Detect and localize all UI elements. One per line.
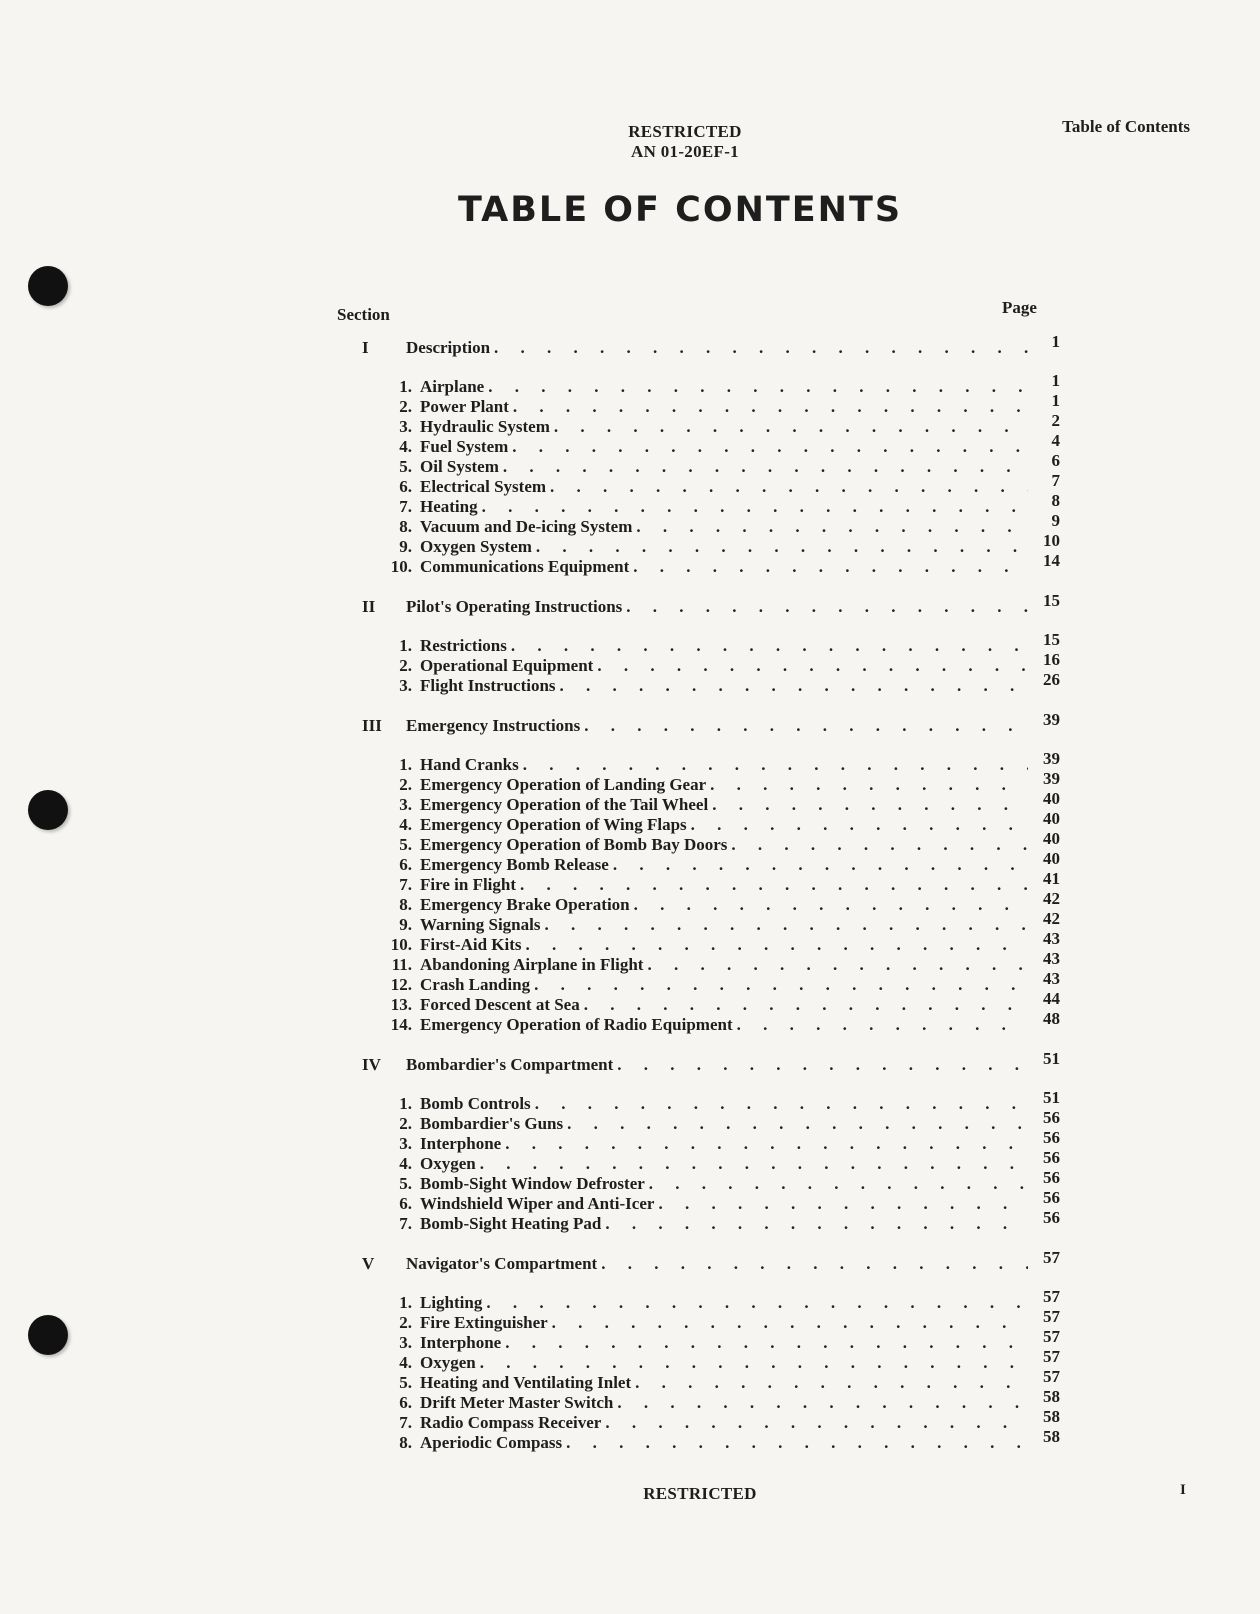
- entry-title: Abandoning Airplane in Flight: [420, 955, 644, 974]
- dot-leader: [613, 855, 1028, 875]
- dot-leader: [505, 1134, 1028, 1154]
- section-numeral: II: [362, 597, 376, 616]
- toc-entry: [340, 411, 1060, 437]
- toc-entry: [340, 1287, 1060, 1313]
- entry-number: 4.: [399, 1353, 412, 1372]
- toc-entry: [340, 1128, 1060, 1154]
- entry-title: Warning Signals: [420, 915, 541, 934]
- entry-page-number: 51: [1043, 1088, 1060, 1107]
- entry-number: 11.: [391, 955, 412, 974]
- section-title: Navigator's Compartment: [406, 1254, 598, 1273]
- entry-number: 2.: [399, 656, 412, 675]
- entry-number: 8.: [399, 1433, 412, 1452]
- toc-entry: [340, 1327, 1060, 1353]
- entry-number: 7.: [399, 1214, 412, 1233]
- header-document-number: AN 01-20EF-1: [631, 142, 739, 161]
- entry-page-number: 56: [1043, 1128, 1060, 1147]
- entry-title: Fuel System: [420, 437, 509, 456]
- entry-title: Emergency Operation of Wing Flaps: [420, 815, 687, 834]
- toc-entry: [340, 650, 1060, 676]
- entry-number: 8.: [399, 895, 412, 914]
- entry-number: 2.: [399, 775, 412, 794]
- binder-hole: [28, 266, 68, 306]
- entry-number: 5.: [399, 835, 412, 854]
- section-heading-row: [340, 332, 1060, 377]
- entry-page-number: 6: [1051, 451, 1060, 470]
- entry-title: Hand Cranks: [420, 755, 519, 774]
- dot-leader: [480, 1154, 1028, 1174]
- toc-entry: [340, 869, 1060, 895]
- entry-number: 3.: [399, 417, 412, 436]
- dot-leader: [658, 1194, 1028, 1214]
- dot-leader: [488, 377, 1028, 397]
- entry-page-number: 7: [1051, 471, 1060, 490]
- entry-title: Emergency Operation of Landing Gear: [420, 775, 707, 794]
- entry-page-number: 56: [1043, 1168, 1060, 1187]
- dot-leader: [601, 1254, 1028, 1274]
- toc-entry: [340, 531, 1060, 557]
- entry-number: 5.: [399, 457, 412, 476]
- dot-leader: [597, 656, 1028, 676]
- entry-number: 3.: [399, 1333, 412, 1352]
- entry-number: 7.: [399, 875, 412, 894]
- section-numeral: V: [362, 1254, 375, 1273]
- entry-page-number: 40: [1043, 849, 1060, 868]
- toc-entry: [340, 371, 1060, 397]
- dot-leader: [511, 636, 1028, 656]
- section-page-number: 15: [1043, 591, 1060, 610]
- dot-leader: [633, 557, 1028, 577]
- entry-title: Vacuum and De-icing System: [420, 517, 633, 536]
- toc-entry: [340, 451, 1060, 477]
- section-page-number: 57: [1043, 1248, 1060, 1267]
- toc-entry: [340, 1407, 1060, 1433]
- section-column-header: Section: [337, 305, 390, 324]
- entry-page-number: 43: [1043, 969, 1060, 988]
- toc-entry: [340, 889, 1060, 915]
- entry-page-number: 41: [1043, 869, 1060, 888]
- entry-page-number: 4: [1051, 431, 1060, 450]
- entry-number: 7.: [399, 497, 412, 516]
- entry-number: 1.: [399, 1094, 412, 1113]
- entry-number: 9.: [399, 537, 412, 556]
- toc-entry: [340, 1168, 1060, 1194]
- toc-entry: [340, 1208, 1060, 1234]
- toc-entry: [340, 769, 1060, 795]
- toc-entry: [340, 1009, 1060, 1035]
- dot-leader: [494, 338, 1028, 358]
- dot-leader: [526, 935, 1028, 955]
- dot-leader: [520, 875, 1028, 895]
- section-title: Emergency Instructions: [406, 716, 581, 735]
- toc-entry: [340, 909, 1060, 935]
- toc-entry: [340, 1307, 1060, 1333]
- entry-number: 4.: [399, 815, 412, 834]
- entry-number: 3.: [399, 676, 412, 695]
- running-title: Table of Contents: [1062, 117, 1190, 136]
- header-classification: RESTRICTED: [628, 122, 742, 141]
- entry-title: Electrical System: [420, 477, 547, 496]
- entry-title: Bomb-Sight Window Defroster: [420, 1174, 645, 1193]
- dot-leader: [649, 1174, 1028, 1194]
- entry-title: Airplane: [420, 377, 485, 396]
- entry-number: 10.: [390, 557, 412, 576]
- entry-number: 4.: [399, 437, 412, 456]
- entry-page-number: 56: [1043, 1208, 1060, 1227]
- dot-leader: [584, 995, 1028, 1015]
- toc-entry: [340, 1347, 1060, 1373]
- toc-entry: [340, 1188, 1060, 1214]
- toc-entry: [340, 849, 1060, 875]
- entry-title: Emergency Operation of Radio Equipment: [420, 1015, 733, 1034]
- toc-entry: [340, 1367, 1060, 1393]
- entry-title: Oxygen: [420, 1353, 476, 1372]
- entry-title: Emergency Bomb Release: [420, 855, 609, 874]
- toc-entry: [340, 989, 1060, 1015]
- toc-entry: [340, 789, 1060, 815]
- dot-leader: [737, 1015, 1028, 1035]
- dot-leader: [560, 676, 1028, 696]
- dot-leader: [584, 716, 1028, 736]
- toc-entry: [340, 670, 1060, 696]
- entry-title: Emergency Brake Operation: [420, 895, 630, 914]
- dot-leader: [554, 417, 1028, 437]
- entry-number: 4.: [399, 1154, 412, 1173]
- entry-number: 7.: [399, 1413, 412, 1432]
- entry-number: 6.: [399, 1194, 412, 1213]
- toc-entry: [340, 1387, 1060, 1413]
- entry-title: Oxygen System: [420, 537, 532, 556]
- dot-leader: [535, 1094, 1028, 1114]
- entry-page-number: 42: [1043, 909, 1060, 928]
- dot-leader: [536, 537, 1028, 557]
- dot-leader: [512, 437, 1028, 457]
- dot-leader: [691, 815, 1028, 835]
- dot-leader: [567, 1114, 1028, 1134]
- dot-leader: [552, 1313, 1028, 1333]
- toc-section: [340, 1248, 1060, 1453]
- entry-page-number: 48: [1043, 1009, 1060, 1028]
- entry-title: Operational Equipment: [420, 656, 594, 675]
- entry-page-number: 26: [1043, 670, 1060, 689]
- toc-entry: [340, 1427, 1060, 1453]
- toc-entry: [340, 929, 1060, 955]
- toc-section: [340, 591, 1060, 696]
- toc-entry: [340, 969, 1060, 995]
- toc-entry: [340, 630, 1060, 656]
- entry-page-number: 57: [1043, 1367, 1060, 1386]
- toc-entry: [340, 511, 1060, 537]
- entry-number: 2.: [399, 1313, 412, 1332]
- entry-page-number: 43: [1043, 949, 1060, 968]
- entry-page-number: 40: [1043, 789, 1060, 808]
- entry-page-number: 56: [1043, 1108, 1060, 1127]
- entry-page-number: 10: [1043, 531, 1060, 550]
- entry-number: 12.: [390, 975, 412, 994]
- entry-page-number: 8: [1051, 491, 1060, 510]
- section-numeral: III: [362, 716, 382, 735]
- entry-title: Crash Landing: [420, 975, 531, 994]
- entry-title: Fire in Flight: [420, 875, 517, 894]
- entry-title: Oil System: [420, 457, 499, 476]
- entry-page-number: 42: [1043, 889, 1060, 908]
- section-numeral: I: [362, 338, 369, 357]
- toc-entry: [340, 431, 1060, 457]
- section-title: Pilot's Operating Instructions: [406, 597, 623, 616]
- entry-number: 8.: [399, 517, 412, 536]
- dot-leader: [635, 1373, 1028, 1393]
- entry-title: Hydraulic System: [420, 417, 550, 436]
- entry-title: Restrictions: [420, 636, 507, 655]
- entry-number: 6.: [399, 855, 412, 874]
- entry-number: 6.: [399, 1393, 412, 1412]
- section-page-number: 51: [1043, 1049, 1060, 1068]
- toc-entry: [340, 491, 1060, 517]
- binder-hole: [28, 1315, 68, 1355]
- dot-leader: [503, 457, 1028, 477]
- entry-title: Drift Meter Master Switch: [420, 1393, 614, 1412]
- entry-title: Emergency Operation of Bomb Bay Doors: [420, 835, 728, 854]
- dot-leader: [534, 975, 1028, 995]
- entry-page-number: 2: [1051, 411, 1060, 430]
- entry-number: 10.: [390, 935, 412, 954]
- dot-leader: [486, 1293, 1028, 1313]
- page-header: [560, 122, 810, 162]
- entry-number: 9.: [399, 915, 412, 934]
- entry-title: Oxygen: [420, 1154, 476, 1173]
- entry-number: 6.: [399, 477, 412, 496]
- entry-title: Bomb Controls: [420, 1094, 531, 1113]
- dot-leader: [617, 1055, 1028, 1075]
- table-of-contents: [340, 332, 1060, 1473]
- dot-leader: [513, 397, 1028, 417]
- page-title: TABLE OF CONTENTS: [457, 190, 903, 230]
- entry-page-number: 57: [1043, 1327, 1060, 1346]
- dot-leader: [544, 915, 1028, 935]
- dot-leader: [505, 1333, 1028, 1353]
- toc-entry: [340, 809, 1060, 835]
- dot-leader: [712, 795, 1028, 815]
- entry-title: Communications Equipment: [420, 557, 630, 576]
- entry-number: 13.: [390, 995, 412, 1014]
- entry-title: Forced Descent at Sea: [420, 995, 580, 1014]
- dot-leader: [523, 755, 1028, 775]
- dot-leader: [636, 517, 1028, 537]
- page-column-header: Page: [1002, 298, 1037, 317]
- footer-classification: RESTRICTED: [643, 1484, 757, 1503]
- entry-number: 1.: [399, 1293, 412, 1312]
- entry-page-number: 1: [1051, 371, 1060, 390]
- entry-page-number: 1: [1051, 391, 1060, 410]
- entry-page-number: 57: [1043, 1287, 1060, 1306]
- entry-number: 14.: [390, 1015, 412, 1034]
- entry-page-number: 57: [1043, 1347, 1060, 1366]
- entry-number: 1.: [399, 636, 412, 655]
- toc-entry: [340, 1148, 1060, 1174]
- entry-number: 1.: [399, 755, 412, 774]
- entry-number: 2.: [399, 397, 412, 416]
- entry-page-number: 15: [1043, 630, 1060, 649]
- entry-page-number: 56: [1043, 1148, 1060, 1167]
- toc-entry: [340, 551, 1060, 577]
- toc-entry: [340, 1088, 1060, 1114]
- toc-entry: [340, 749, 1060, 775]
- entry-page-number: 14: [1043, 551, 1060, 570]
- entry-page-number: 58: [1043, 1407, 1060, 1426]
- entry-title: Bombardier's Guns: [420, 1114, 564, 1133]
- dot-leader: [605, 1413, 1028, 1433]
- entry-page-number: 40: [1043, 829, 1060, 848]
- toc-section: [340, 1049, 1060, 1234]
- entry-page-number: 9: [1051, 511, 1060, 530]
- entry-page-number: 39: [1043, 769, 1060, 788]
- entry-page-number: 56: [1043, 1188, 1060, 1207]
- entry-title: Fire Extinguisher: [420, 1313, 548, 1332]
- entry-page-number: 16: [1043, 650, 1060, 669]
- dot-leader: [617, 1393, 1028, 1413]
- toc-entry: [340, 829, 1060, 855]
- section-title: Description: [406, 338, 491, 357]
- section-heading-row: [340, 1049, 1060, 1094]
- entry-title: Interphone: [420, 1134, 502, 1153]
- entry-number: 2.: [399, 1114, 412, 1133]
- entry-number: 1.: [399, 377, 412, 396]
- toc-entry: [340, 391, 1060, 417]
- entry-page-number: 58: [1043, 1387, 1060, 1406]
- entry-page-number: 44: [1043, 989, 1060, 1008]
- section-numeral: IV: [362, 1055, 381, 1074]
- entry-title: Heating: [420, 497, 478, 516]
- entry-number: 5.: [399, 1174, 412, 1193]
- section-title: Bombardier's Compartment: [406, 1055, 614, 1074]
- binder-hole: [28, 790, 68, 830]
- entry-number: 3.: [399, 795, 412, 814]
- dot-leader: [647, 955, 1028, 975]
- entry-page-number: 43: [1043, 929, 1060, 948]
- section-page-number: 39: [1043, 710, 1060, 729]
- entry-title: First-Aid Kits: [420, 935, 522, 954]
- section-heading-row: [340, 710, 1060, 755]
- dot-leader: [566, 1433, 1028, 1453]
- dot-leader: [626, 597, 1028, 617]
- toc-section: [340, 332, 1060, 577]
- entry-page-number: 40: [1043, 809, 1060, 828]
- entry-page-number: 58: [1043, 1427, 1060, 1446]
- dot-leader: [731, 835, 1028, 855]
- toc-entry: [340, 1108, 1060, 1134]
- entry-page-number: 57: [1043, 1307, 1060, 1326]
- entry-title: Flight Instructions: [420, 676, 556, 695]
- dot-leader: [605, 1214, 1028, 1234]
- entry-title: Emergency Operation of the Tail Wheel: [420, 795, 709, 814]
- section-heading-row: [340, 1248, 1060, 1293]
- entry-title: Radio Compass Receiver: [420, 1413, 602, 1432]
- entry-title: Heating and Ventilating Inlet: [420, 1373, 632, 1392]
- toc-entry: [340, 949, 1060, 975]
- dot-leader: [482, 497, 1028, 517]
- entry-number: 5.: [399, 1373, 412, 1392]
- dot-leader: [710, 775, 1028, 795]
- entry-title: Aperiodic Compass: [420, 1433, 563, 1452]
- toc-section: [340, 710, 1060, 1035]
- entry-title: Lighting: [420, 1293, 483, 1312]
- dot-leader: [480, 1353, 1028, 1373]
- section-heading-row: [340, 591, 1060, 636]
- entry-title: Power Plant: [420, 397, 509, 416]
- entry-title: Interphone: [420, 1333, 502, 1352]
- entry-title: Bomb-Sight Heating Pad: [420, 1214, 602, 1233]
- toc-entry: [340, 471, 1060, 497]
- entry-page-number: 39: [1043, 749, 1060, 768]
- entry-number: 3.: [399, 1134, 412, 1153]
- entry-title: Windshield Wiper and Anti-Icer: [420, 1194, 655, 1213]
- dot-leader: [550, 477, 1028, 497]
- section-page-number: 1: [1051, 332, 1060, 351]
- dot-leader: [634, 895, 1028, 915]
- footer-page-number: I: [1180, 1482, 1186, 1498]
